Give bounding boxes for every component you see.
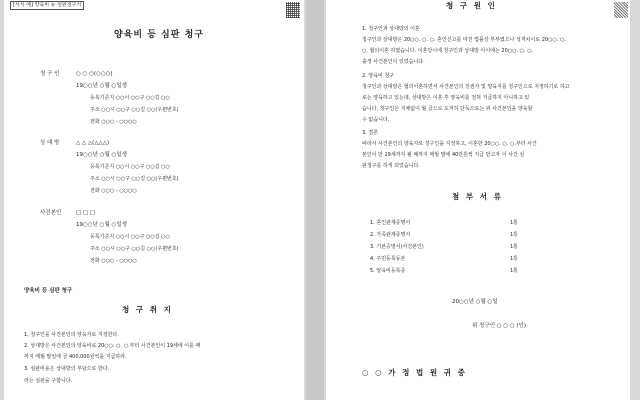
claimant-registry: 등록기준지 ○○시 ○○구 ○○길 ○○ xyxy=(90,95,170,101)
principal-phone: 전화 ○○○ - ○○○○ xyxy=(90,258,137,264)
attachment-count: 1통 xyxy=(510,268,519,274)
purpose-item: 까지 매월 말일에 금 400,000원씩을 지급하라. xyxy=(24,354,127,360)
cause-line: 본인이 만 19세까지 될 때까지 매월 말에 40만원씩 지급 받고자 이 사건 심 xyxy=(362,152,525,158)
form-tag: [서식 예] 양육비 등 심판청구서 xyxy=(10,1,84,10)
cause-line: 2. 양육비 청구 xyxy=(362,73,395,79)
purpose-item: 2. 상대방은 사건본인의 양육비로 20○○. ○. ○.부터 사건본인이 19세에 이를 때 xyxy=(24,343,201,349)
claimant-address: 주소 ○○시 ○○구 ○○길 ○○(우편번호) xyxy=(90,107,179,113)
cause-line: ○. 협의이혼 하였습니다. 이혼당시에 청구인과 상대방 사이에는 20○○. ○. ○. xyxy=(362,48,534,54)
attachment-count: 1통 xyxy=(510,232,519,238)
respondent-address: 주소 ○○시 ○○구 ○○길 ○○(우편번호) xyxy=(90,176,179,182)
cause-line: 로는 양육하고 있는데, 상대방은 이혼 후 양육비를 전혀 지급하지 아니하고 있 xyxy=(362,95,530,101)
respondent-registry: 등록기준지 ○○시 ○○구 ○○길 ○○ xyxy=(90,164,170,170)
claimant-name: ○ ○ ○(○○○) xyxy=(76,71,113,77)
cause-line: 습니다. 청구인은 지체없이 월 금으로 도저히 단독으로는 위 사건본인을 양육할 xyxy=(362,106,533,112)
respondent-birth: 19○○년 ○월 ○일생 xyxy=(76,152,127,158)
attachment-count: 1통 xyxy=(510,244,519,250)
attachment-name: 5. 양육비등록증 xyxy=(370,268,406,274)
respondent-phone: 전화 ○○○ - ○○○○ xyxy=(90,188,137,194)
principal-registry: 등록기준지 ○○시 ○○구 ○○길 ○○ xyxy=(90,234,170,240)
claimant-birth: 19○○년 ○월 ○일생 xyxy=(76,83,127,89)
attachment-name: 4. 주민등록등본 xyxy=(370,256,406,262)
cause-line: 판청구를 하게 되었습니다. xyxy=(362,163,420,169)
court-line: ○ ○ 가 정 법 원 귀 중 xyxy=(362,368,467,377)
claimant-label: 청 구 인 xyxy=(40,71,60,77)
cause-line: 3. 결론 xyxy=(362,130,379,136)
watermark-code-icon xyxy=(286,2,300,18)
cause-line: 청구인과 상대방은 협의이혼하면서 사건본인의 친권자 및 양육자를 청구인으로 지정하기로 하고 xyxy=(362,84,570,90)
principal-address: 주소 ○○시 ○○구 ○○길 ○○(우편번호) xyxy=(90,246,179,252)
attachment-name: 3. 기본증명서(사건본인) xyxy=(370,244,424,250)
attachment-name: 2. 가족관계증명서 xyxy=(370,232,411,238)
purpose-item: 라는 심판을 구합니다. xyxy=(24,378,73,384)
cause-line: 따라서 사건본인의 양육자로 청구인을 지정하고, 이혼한 20○○. ○. ○.부터 사건 xyxy=(362,141,537,147)
cause-line: 1. 청구인과 상대방의 이혼 xyxy=(362,26,420,32)
purpose-item: 1. 청구인을 사건본인의 양육자로 지정한다. xyxy=(24,332,119,338)
document-page-left xyxy=(4,0,304,400)
claimant-phone: 전화 ○○○ - ○○○○ xyxy=(90,119,137,125)
attachment-count: 1통 xyxy=(510,256,519,262)
page-gutter xyxy=(306,0,324,400)
principal-birth: 19○○년 ○월 ○일생 xyxy=(76,222,127,228)
date-line: 20○○년 ○월 ○일 xyxy=(452,299,498,305)
purpose-item: 3. 심판비용은 상대방의 부담으로 한다. xyxy=(24,366,110,372)
signature-line: 위 청구인 ○ ○ ○ (인) xyxy=(472,323,526,329)
watermark-code-icon xyxy=(614,2,628,18)
cause-line: 출생 사건본인이 있었습니다. xyxy=(362,59,425,65)
document-title: 양육비 등 심판 청구 xyxy=(114,30,204,40)
cause-line: 수 없습니다. xyxy=(362,117,390,123)
cause-line: 청구인과 상대방은 20○○. ○. ○. 혼인신고를 마친 법률상 부부였으나 성격차이로 20○○. ○. xyxy=(362,37,566,43)
purpose-heading: 청 구 취 지 xyxy=(122,305,173,314)
attachment-count: 1통 xyxy=(510,220,519,226)
respondent-label: 상 대 방 xyxy=(40,140,60,146)
attachment-name: 1. 혼인관계증명서 xyxy=(370,220,411,226)
document-page-right xyxy=(326,0,630,400)
attachments-heading: 첨 부 서 류 xyxy=(452,192,503,201)
respondent-name: △ △ △(△△△) xyxy=(76,140,110,146)
cause-heading: 청 구 원 인 xyxy=(446,1,497,10)
principal-name: □ □ □ xyxy=(76,210,96,216)
principal-label: 사건본인 xyxy=(40,210,62,216)
section-subheading: 양육비 등 심판 청구 xyxy=(24,288,73,294)
